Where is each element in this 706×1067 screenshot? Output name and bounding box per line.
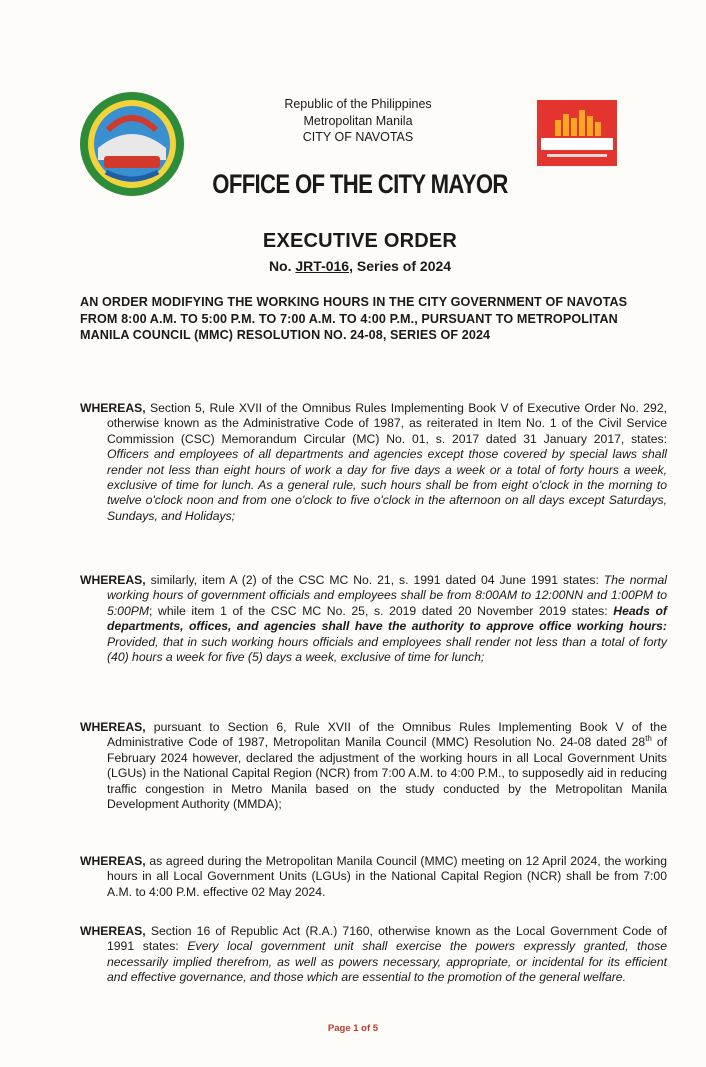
clause-text: similarly, item A (2) of the CSC MC No. 21, s. 1991 dated 04 June 1991 states: [145,573,604,587]
clause-text: Section 5, Rule XVII of the Omnibus Rules Implementing Book V of Executive Order No. 292, otherwise known as the Administrative Code of 1987, as reiterated in Item No. 1 of the Civil Service Commission (CSC) Memorandum Circular (MC) No. 01, s. 2017 dated 31 January 2017, states: [107,401,667,446]
clause-quote: Every local government unit shall exercise the powers expressly granted, those necessarily implied therefrom, as well as powers necessary, appropriate, or incidental for its efficient and effective governance, and those which are essential to the promotion of the general welfare. [107,939,667,985]
region-line: Metropolitan Manila [303,113,413,128]
clause-text: as agreed during the Metropolitan Manila Council (MMC) meeting on 12 April 2024, the working hours in all Local Government Units (LGUs) in the National Capital Region (NCR) shall be from 7:00 A.M. to 4:00 P.M. effective 02 May 2024. [107,854,667,899]
order-number-code: JRT-016, [295,258,353,274]
whereas-clause-1 [80,401,667,524]
whereas-clause-2 [80,573,667,665]
clause-end: ; [231,508,236,523]
order-subject: AN ORDER MODIFYING THE WORKING HOURS IN THE CITY GOVERNMENT OF NAVOTAS FROM 8:00 A.M. TO 5:00 P.M. TO 7:00 A.M. TO 4:00 P.M., PURSUANT TO METROPOLITAN MANILA COUNCIL (MMC) RESOLUTION NO. 24-08, SERIES OF 2024 [80,295,628,342]
order-number [150,258,570,274]
clause-quote: The normal working hours of government officials and employees shall be from 8:00AM to 12:00NN and 1:00PM to 5:00PM [107,573,668,618]
clause-lead: WHEREAS, [80,854,146,868]
clause-lead: WHEREAS, [80,924,146,938]
clause-end: ; [480,650,485,665]
city-line: CITY OF NAVOTAS [302,130,414,144]
clause-text: of February 2024 however, declared the adjustment of the working hours in all Local Government Units (LGUs) in the National Capital Region (NCR) from 7:00 A.M. to 4:00 P.M., to supposedly aid in reducing traffic congestion in Metro Manila based on the study conducted by the Metropolitan Manila Development Authority (MMDA); [107,735,667,812]
government-header [200,96,516,146]
clause-quote: Provided, that in such working hours officials and employees shall render not less than a total of forty (40) hours a week for five (5) days a week, exclusive of time for lunch [107,634,667,665]
office-heading: OFFICE OF THE CITY MAYOR [212,169,508,199]
navotas-logo-icon [537,100,617,166]
clause-lead: WHEREAS, [80,401,146,415]
clause-lead: WHEREAS, [80,573,146,587]
clause-emphasis: Heads of departments, offices, and agencies shall have the authority to approve office working hours: [107,603,667,634]
whereas-clause-5 [80,924,667,986]
clause-text: ; while item 1 of the CSC MC No. 25, s. 2019 dated 20 November 2019 states: [149,603,614,618]
clause-text: pursuant to Section 6, Rule XVII of the Omnibus Rules Implementing Book V of the Administrative Code of 1987, Metropolitan Manila Council (MMC) Resolution No. 24-08 dated 28 [107,720,667,750]
republic-line: Republic of the Philippines [284,97,432,111]
order-series: Series of 2024 [356,258,452,274]
whereas-clause-3 [80,720,667,812]
page-number: Page 1 of 5 [327,1023,379,1034]
clause-lead: WHEREAS, [80,720,146,734]
order-title: EXECUTIVE ORDER [262,230,458,252]
whereas-clause-4 [80,854,667,900]
clause-text: Section 16 of Republic Act (R.A.) 7160, otherwise known as the Local Government Code of 1991 states: [107,924,667,954]
clause-superscript: th [645,734,652,744]
clause-quote: Officers and employees of all departments and agencies except those covered by special laws shall render not less than eight hours of work a day for five days a week or a total of forty hours a week, exclusive of time for lunch. As a general rule, such hours shall be from eight o'clock in the morning to twelve o'clock noon and from one o'clock to five o'clock in the afternoon on all days except Saturdays, Sundays, and Holidays [107,447,667,523]
city-seal-icon [78,90,186,198]
order-number-prefix: No. [268,258,292,274]
